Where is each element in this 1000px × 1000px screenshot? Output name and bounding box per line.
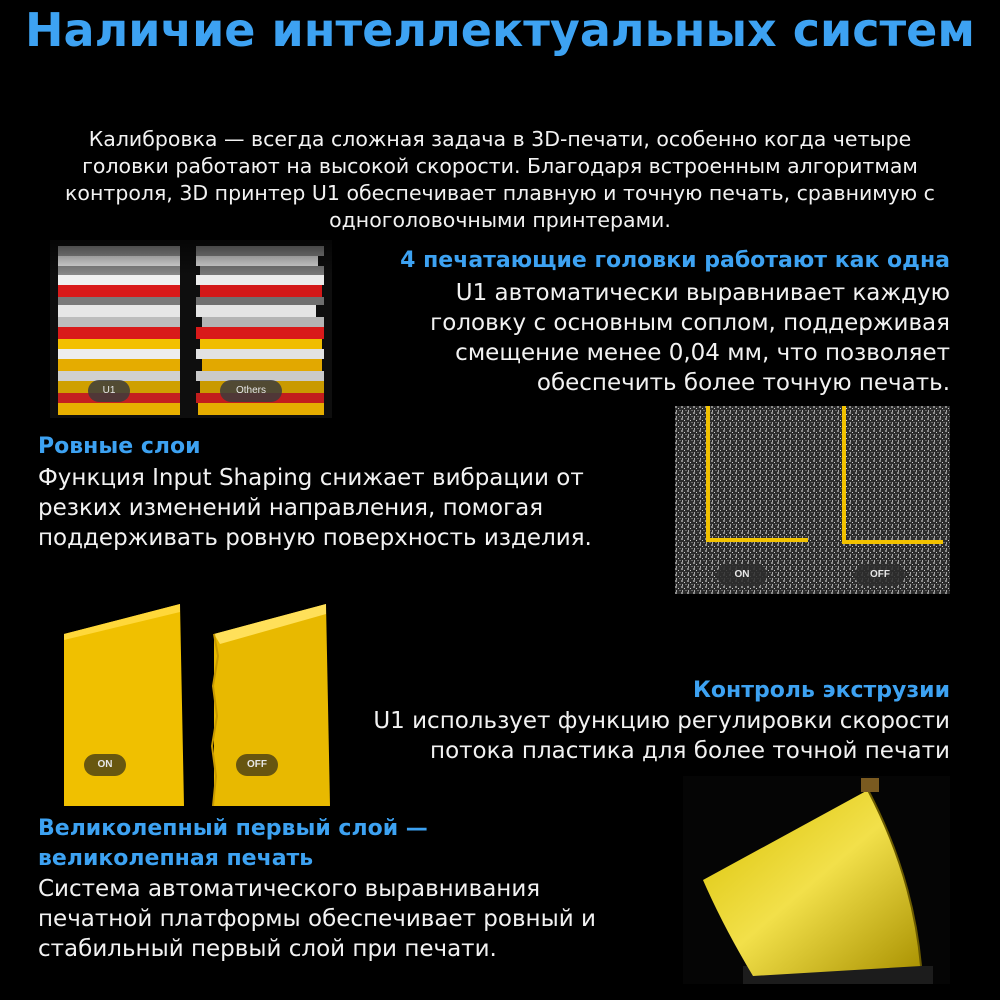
layers-text: Функция Input Shaping снижает вибрации от резких изменений направления, помогая поддерживать ровную поверхность изделия. xyxy=(38,465,592,551)
label-on: ON xyxy=(84,754,126,776)
first-layer-text: Система автоматического выравнивания печатной платформы обеспечивает ровный и стабильный первый слой при печати. xyxy=(38,876,596,962)
extrusion-image xyxy=(50,596,338,806)
calibration-comparison-image xyxy=(50,240,332,418)
label-on: ON xyxy=(717,564,767,586)
label-off: OFF xyxy=(236,754,278,776)
print-bed-lines-illustration xyxy=(675,406,950,594)
label-u1: U1 xyxy=(88,380,130,402)
page-title: Наличие интеллектуальных систем xyxy=(25,3,975,57)
heads-heading: 4 печатающие головки работают как одна xyxy=(400,248,950,273)
label-off: OFF xyxy=(855,564,905,586)
peeling-sheet-illustration xyxy=(683,776,950,984)
layers-heading: Ровные слои xyxy=(38,434,201,459)
first-layer-image xyxy=(683,776,950,984)
intro-text: Калибровка — всегда сложная задача в 3D-печати, особенно когда четыре головки работают на высокой скорости. Благодаря встроенным алгоритмам контроля, 3D принтер U1 обеспечивает плавную и точную печать, сравнимую с одноголовочными принтерами. xyxy=(65,127,935,232)
extrusion-heading: Контроль экструзии xyxy=(692,678,950,703)
heads-text: U1 автоматически выравнивает каждую головку с основным соплом, поддерживая смещение менее 0,04 мм, что позволяет обеспечить более точную печать. xyxy=(430,280,950,396)
input-shaping-image xyxy=(675,406,950,594)
label-others: Others xyxy=(220,380,282,402)
extrusion-text: U1 использует функцию регулировки скорости потока пластика для более точной печати xyxy=(373,708,950,764)
first-layer-heading: Великолепный первый слой — великолепная печать xyxy=(38,816,428,871)
